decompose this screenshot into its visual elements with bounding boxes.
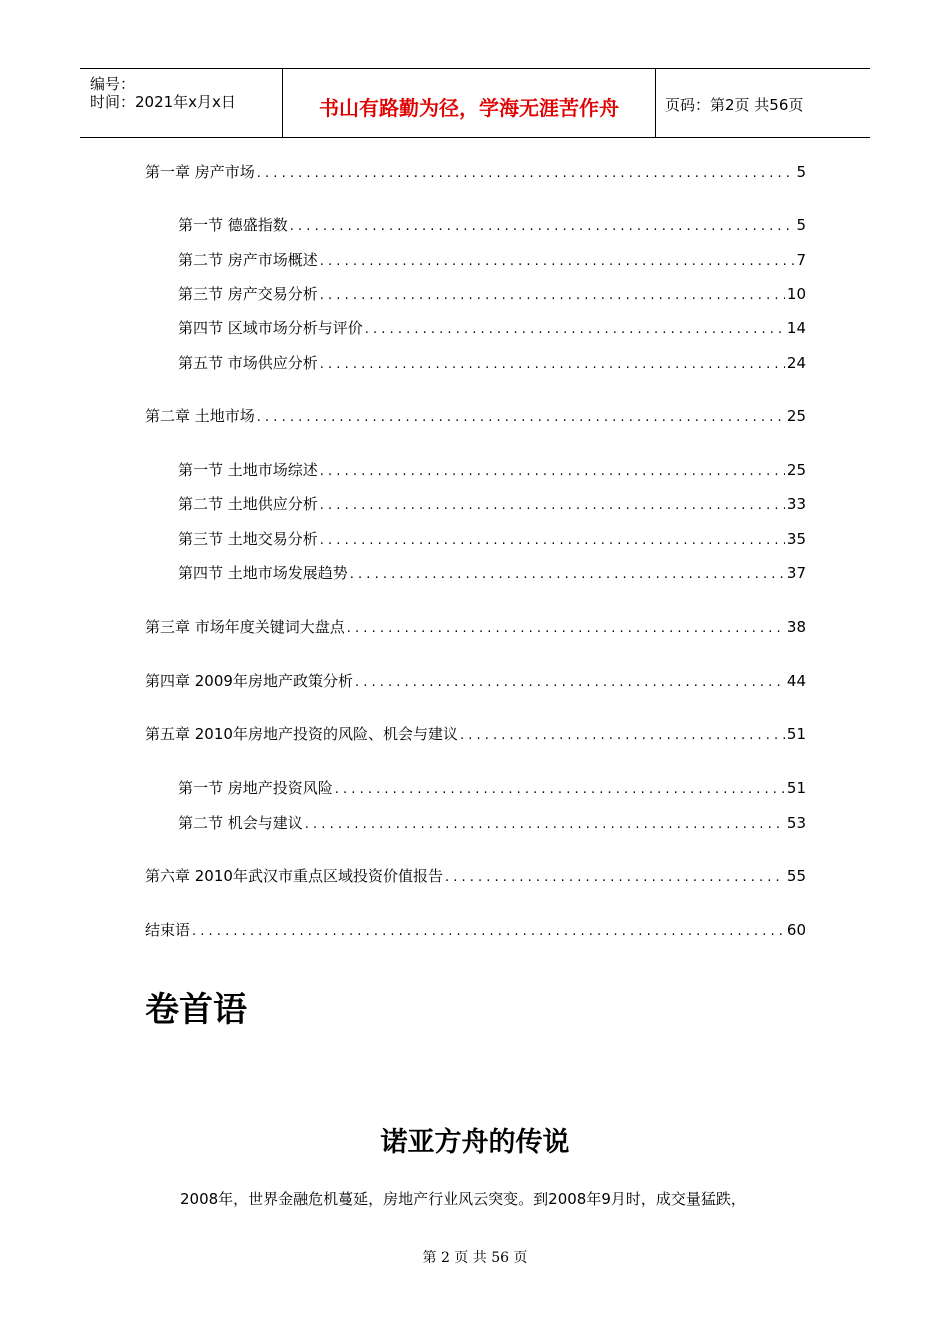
toc-entry-title: 第三节 房产交易分析 <box>178 285 318 303</box>
body-paragraph: 2008年，世界金融危机蔓延，房地产行业风云突变。到2008年9月时，成交量猛跌， <box>180 1190 746 1208</box>
toc-leader-dots <box>320 286 785 306</box>
toc-entry-page: 35 <box>786 530 806 548</box>
toc-entry-page: 10 <box>786 285 806 303</box>
toc-entry-title: 结束语 <box>145 921 191 939</box>
toc-leader-dots <box>257 164 795 184</box>
toc-entry-page: 5 <box>796 216 806 234</box>
time-label: 时间：2021年x月x日 <box>90 93 236 111</box>
toc-entry-title: 第六章 2010年武汉市重点区域投资价值报告 <box>145 867 443 885</box>
toc-entry-page: 25 <box>786 407 806 425</box>
toc-entry[interactable] <box>178 529 806 549</box>
toc-entry[interactable] <box>145 866 806 886</box>
toc-entry-title: 第二节 土地供应分析 <box>178 495 318 513</box>
toc-leader-dots <box>305 815 785 835</box>
article-title: 诺亚方舟的传说 <box>380 1127 570 1158</box>
toc-entry[interactable] <box>145 617 806 637</box>
toc-entry-page: 44 <box>786 672 806 690</box>
toc-entry-page: 7 <box>796 251 806 269</box>
toc-leader-dots <box>347 619 785 639</box>
toc-leader-dots <box>445 868 785 888</box>
toc-entry-page: 38 <box>786 618 806 636</box>
toc-leader-dots <box>320 252 795 272</box>
toc-entry-page: 53 <box>786 814 806 832</box>
toc-entry-page: 33 <box>786 495 806 513</box>
toc-leader-dots <box>290 217 795 237</box>
header-motto: 书山有路勤为径，学海无涯苦作舟 <box>319 96 619 120</box>
toc-entry-title: 第四节 土地市场发展趋势 <box>178 564 348 582</box>
header-center-cell <box>282 69 656 137</box>
toc-leader-dots <box>320 462 785 482</box>
toc-entry[interactable] <box>145 162 806 182</box>
header-table <box>80 68 870 138</box>
toc-leader-dots <box>335 780 785 800</box>
toc-leader-dots <box>355 673 785 693</box>
page-footer: 第 2 页 共 56 页 <box>422 1250 528 1266</box>
toc-entry[interactable] <box>178 284 806 304</box>
toc-entry-title: 第四章 2009年房地产政策分析 <box>145 672 353 690</box>
toc-entry[interactable] <box>178 778 806 798</box>
toc-leader-dots <box>320 496 785 516</box>
toc-entry-page: 55 <box>786 867 806 885</box>
toc-entry-page: 37 <box>786 564 806 582</box>
toc-entry[interactable] <box>178 318 806 338</box>
toc-entry-title: 第一节 德盛指数 <box>178 216 288 234</box>
header-left-cell <box>80 69 282 137</box>
toc-entry-title: 第三节 土地交易分析 <box>178 530 318 548</box>
toc-entry-page: 14 <box>786 319 806 337</box>
toc-leader-dots <box>192 922 785 942</box>
toc-entry[interactable] <box>178 494 806 514</box>
toc-entry[interactable] <box>178 813 806 833</box>
toc-leader-dots <box>320 355 785 375</box>
toc-leader-dots <box>257 408 785 428</box>
toc-entry-title: 第四节 区域市场分析与评价 <box>178 319 363 337</box>
toc-entry[interactable] <box>145 920 806 940</box>
toc-entry[interactable] <box>178 460 806 480</box>
toc-entry[interactable] <box>145 724 806 744</box>
toc-entry-title: 第三章 市场年度关键词大盘点 <box>145 618 345 636</box>
toc-entry-title: 第二章 土地市场 <box>145 407 255 425</box>
toc-entry-title: 第二节 房产市场概述 <box>178 251 318 269</box>
toc-leader-dots <box>460 726 785 746</box>
toc-leader-dots <box>320 531 785 551</box>
toc-entry-page: 25 <box>786 461 806 479</box>
toc-entry-title: 第二节 机会与建议 <box>178 814 303 832</box>
section-heading: 卷首语 <box>145 990 247 1030</box>
toc-entry[interactable] <box>178 250 806 270</box>
toc-entry[interactable] <box>178 215 806 235</box>
header-page-info: 页码：第2页 共56页 <box>665 96 804 114</box>
toc-entry-page: 51 <box>786 725 806 743</box>
toc-entry-title: 第一章 房产市场 <box>145 163 255 181</box>
toc-leader-dots <box>350 565 785 585</box>
serial-label: 编号： <box>90 75 136 93</box>
toc-entry-page: 5 <box>796 163 806 181</box>
toc-entry[interactable] <box>145 671 806 691</box>
toc-entry[interactable] <box>178 353 806 373</box>
toc-entry-page: 24 <box>786 354 806 372</box>
header-right-cell <box>655 69 870 137</box>
toc-entry-page: 51 <box>786 779 806 797</box>
toc-entry-title: 第五章 2010年房地产投资的风险、机会与建议 <box>145 725 458 743</box>
toc-entry-title: 第一节 房地产投资风险 <box>178 779 333 797</box>
toc-entry[interactable] <box>178 563 806 583</box>
toc-leader-dots <box>365 320 785 340</box>
toc-entry-title: 第五节 市场供应分析 <box>178 354 318 372</box>
toc-entry[interactable] <box>145 406 806 426</box>
toc-entry-page: 60 <box>786 921 806 939</box>
toc-entry-title: 第一节 土地市场综述 <box>178 461 318 479</box>
